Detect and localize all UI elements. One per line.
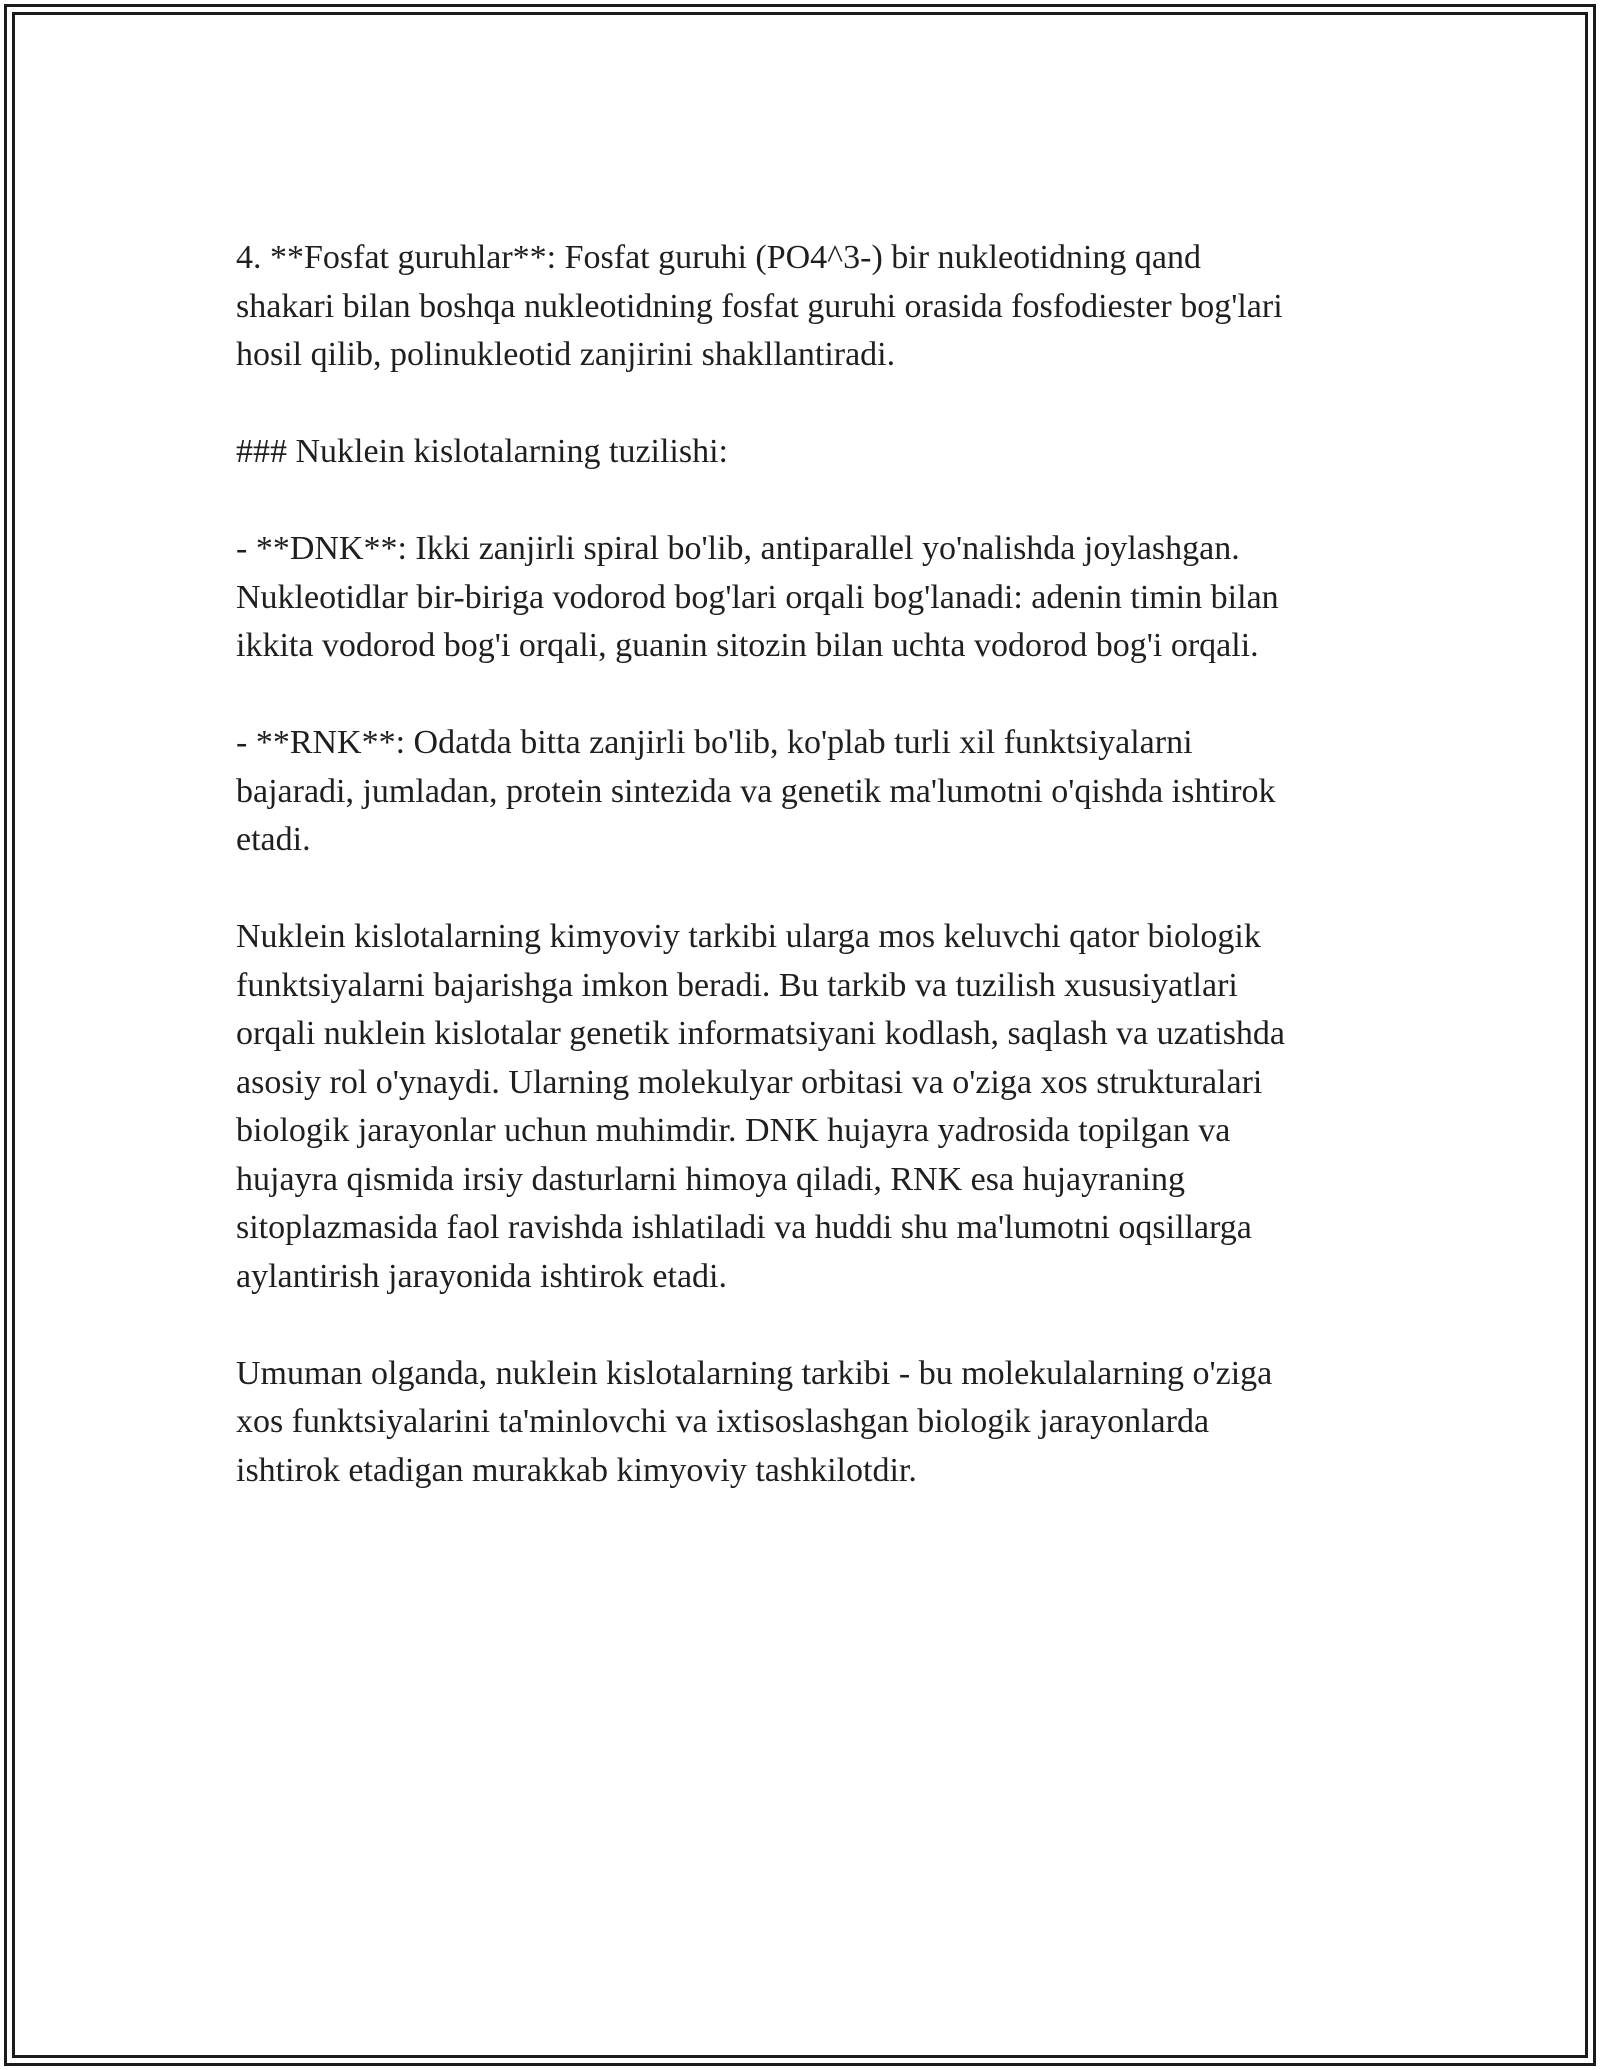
list-item-dnk: - **DNK**: Ikki zanjirli spiral bo'lib, antiparallel yo'nalishda joylashgan. Nukleotidlar bir-biriga vodorod bog'lari orqali bog'lanadi: adenin timin bilan ikkita vodorod bog'i orqali, guanin sitozin bilan uchta vodorod bog'i orqali. [236,530,1279,664]
document-body [236,234,1376,1495]
paragraph-fosfat-guruhlar: 4. **Fosfat guruhlar**: Fosfat guruhi (PO4^3-) bir nukleotidning qand shakari bilan boshqa nukleotidning fosfat guruhi orasida fosfodiester bog'lari hosil qilib, polinukleotid zanjirini shakllantiradi. [236,239,1283,373]
section-heading-tuzilishi: ### Nuklein kislotalarning tuzilishi: [236,433,729,470]
paragraph-xulosa: Umuman olganda, nuklein kislotalarning tarkibi - bu molekulalarning o'ziga xos funktsiyalarini ta'minlovchi va ixtisoslashgan biologik jarayonlarda ishtirok etadigan murakkab kimyoviy tashkilotdir. [236,1354,1273,1489]
list-item-rnk: - **RNK**: Odatda bitta zanjirli bo'lib, ko'plab turli xil funktsiyalarni bajaradi, jumladan, protein sintezida va genetik ma'lumotni o'qishda ishtirok etadi. [236,724,1276,858]
paragraph-kimyoviy-tarkib: Nuklein kislotalarning kimyoviy tarkibi ularga mos keluvchi qator biologik funktsiyalarni bajarishga imkon beradi. Bu tarkib va tuzilish xususiyatlari orqali nuklein kislotalar genetik informatsiyani kodlash, saqlash va uzatishda asosiy rol o'ynaydi. Ularning molekulyar orbitasi va o'ziga xos strukturalari biologik jarayonlar uchun muhimdir. DNK hujayra yadrosida topilgan va hujayra qismida irsiy dasturlarni himoya qiladi, RNK esa hujayraning sitoplazmasida faol ravishda ishlatiladi va huddi shu ma'lumotni oqsillarga aylantirish jarayonida ishtirok etadi. [236,918,1286,1295]
